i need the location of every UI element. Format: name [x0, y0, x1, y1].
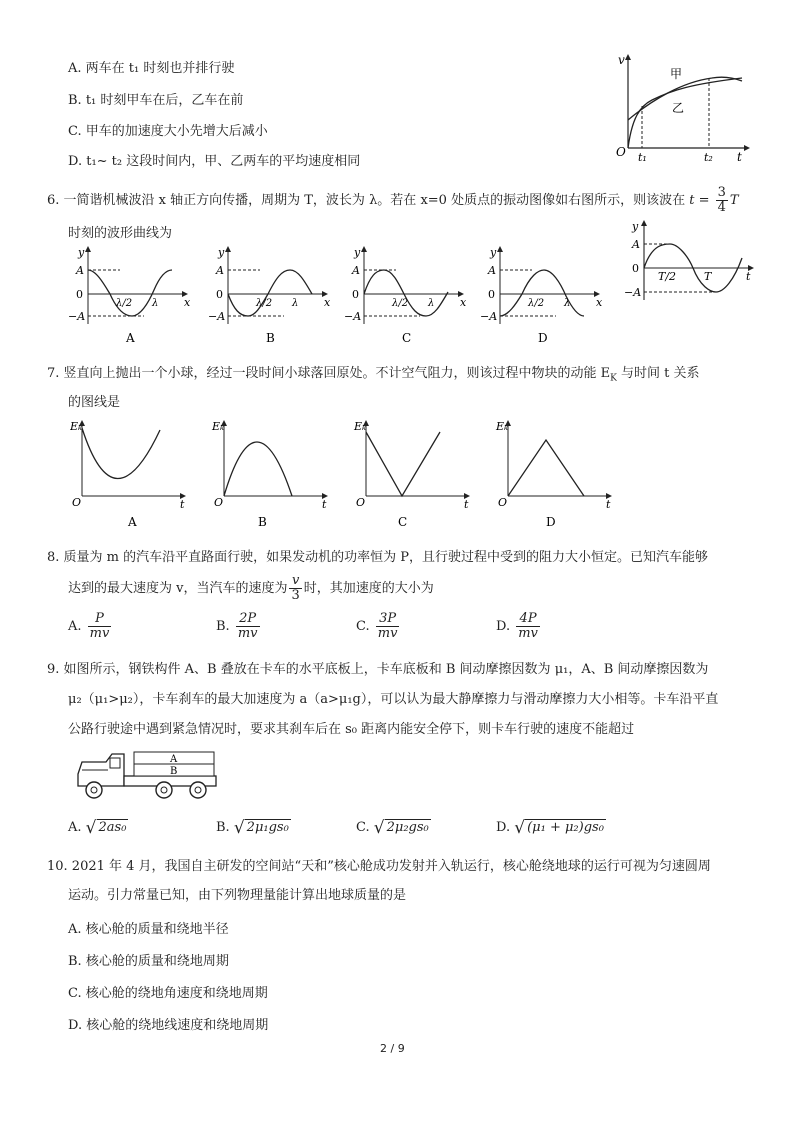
svg-text:t: t	[606, 498, 611, 511]
q5-vt-graph	[612, 48, 752, 166]
q7-graph-b	[211, 420, 328, 529]
q10-option-b: B. 核心舱的质量和绕地周期	[68, 954, 229, 969]
q9-truck-figure	[72, 740, 222, 804]
vib-Thalf-label: T/2	[658, 270, 677, 283]
q7-line1: 7. 竖直向上抛出一个小球，经过一段时间小球落回原处。不计空气阻力，则该过程中物块的动能 $E_K$ 与时间 t 关系	[47, 366, 700, 384]
caption: D	[538, 331, 548, 345]
q8-option-c: C. $\frac{3P}{mv}$	[356, 611, 398, 641]
q9-option-c: C. √ 2μ₂gs₀	[356, 818, 429, 838]
svg-text:O: O	[498, 496, 508, 509]
lambda-label: λ	[428, 298, 435, 309]
vib-t-label: t	[746, 270, 751, 283]
neg-amp-label: −A	[480, 310, 498, 323]
lambda-label: λ	[292, 298, 299, 309]
q5-graph-yi: 乙	[672, 101, 685, 115]
y-axis-arrow	[85, 246, 91, 252]
svg-text:t: t	[322, 498, 327, 511]
q7-cap-c: C	[398, 515, 408, 529]
y-axis-arrow	[361, 246, 367, 252]
q5-graph-jia: 甲	[670, 67, 683, 81]
vib-A-label: A	[632, 238, 640, 251]
neg-amp-label: −A	[344, 310, 362, 323]
wave-curve	[364, 270, 448, 316]
q6-line2: 时刻的波形曲线为	[68, 226, 173, 241]
q7-line2: 的图线是	[68, 395, 121, 410]
q7-graph-a	[70, 420, 186, 529]
zero-label: 0	[488, 288, 495, 301]
vib-negA-label: −A	[624, 286, 642, 299]
svg-text:O: O	[214, 496, 224, 509]
amp-label: A	[488, 264, 496, 277]
half-lambda-label: λ/2	[392, 298, 409, 309]
q6-wave-graph-b	[208, 246, 331, 345]
y-label: y	[218, 246, 225, 259]
vib-T-label: T	[704, 270, 712, 283]
caption: C	[402, 331, 412, 345]
svg-text:t: t	[464, 498, 469, 511]
q10-option-c: C. 核心舱的绕地角速度和绕地周期	[68, 986, 268, 1001]
x-label: x	[184, 296, 191, 309]
q10-line2: 运动。引力常量已知，由下列物理量能计算出地球质量的是	[68, 888, 407, 903]
q9-line1: 9. 如图所示，钢铁构件 A、B 叠放在卡车的水平底板上，卡车底板和 B 间动摩擦因数为 μ₁，A、B 间动摩擦因数为	[47, 662, 709, 677]
x-label: x	[460, 296, 467, 309]
svg-text:Eₖ: Eₖ	[212, 420, 225, 433]
y-label: y	[490, 246, 497, 259]
q6-wave-graph-d	[480, 246, 603, 345]
amp-label: A	[76, 264, 84, 277]
wave-curve	[228, 270, 312, 316]
neg-amp-label: −A	[68, 310, 86, 323]
q8-option-a: A. $\frac{P}{mv}$	[68, 611, 110, 641]
q5-graph-origin: O	[616, 145, 626, 159]
x-label: x	[596, 296, 603, 309]
q6-stem: 6. 一简谐机械波沿 x 轴正方向传播，周期为 T，波长为 λ。若在 x=0 处质点的振动图像如右图所示，则该波在	[47, 193, 686, 208]
q5-option-b: B. t₁ 时刻甲车在后，乙车在前	[68, 93, 244, 108]
amp-label: A	[216, 264, 224, 277]
svg-text:O: O	[72, 496, 82, 509]
y-axis-arrow	[225, 246, 231, 252]
lambda-label: λ	[564, 298, 571, 309]
q7-cap-b: B	[258, 515, 267, 529]
half-lambda-label: λ/2	[116, 298, 133, 309]
q5-option-d: D. t₁~ t₂ 这段时间内，甲、乙两车的平均速度相同	[68, 154, 361, 169]
q5-graph-t2: t₂	[704, 151, 713, 164]
caption: B	[266, 331, 275, 345]
q6-wave-graph-a	[68, 246, 191, 345]
q6-wave-options	[60, 244, 620, 348]
half-lambda-label: λ/2	[256, 298, 273, 309]
x-label: x	[324, 296, 331, 309]
q5-graph-v-label: v	[618, 53, 625, 67]
zero-label: 0	[76, 288, 83, 301]
q8-line1: 8. 质量为 m 的汽车沿平直路面行驶，如果发动机的功率恒为 P，且行驶过程中受到的阻力大小恒定。已知汽车能够	[47, 550, 709, 565]
lambda-label: λ	[152, 298, 159, 309]
q6-line1	[47, 186, 739, 215]
q6-wave-graph-c	[344, 246, 467, 345]
q10-line1: 10. 2021 年 4 月，我国自主研发的空间站“天和”核心舱成功发射并入轨运行，核心舱绕地球的运行可视为匀速圆周	[47, 859, 711, 874]
q5-option-c: C. 甲车的加速度大小先增大后减小	[68, 124, 268, 139]
block-b-label: B	[170, 766, 178, 777]
y-label: y	[78, 246, 85, 259]
vib-y-label: y	[632, 220, 639, 233]
amp-label: A	[352, 264, 360, 277]
q9-line3: 公路行驶途中遇到紧急情况时，要求其刹车后在 s₀ 距离内能安全停下，则卡车行驶的速度不能超过	[68, 722, 635, 737]
svg-text:O: O	[356, 496, 366, 509]
svg-text:t: t	[180, 498, 185, 511]
q9-option-a: A. √ 2as₀	[68, 818, 127, 838]
q8-option-b: B. $\frac{2P}{mv}$	[216, 611, 258, 641]
svg-text:Eₖ: Eₖ	[70, 420, 83, 433]
svg-text:Eₖ: Eₖ	[354, 420, 367, 433]
svg-text:Eₖ: Eₖ	[496, 420, 509, 433]
half-lambda-label: λ/2	[528, 298, 545, 309]
q6-fraction: $\frac{3}{4}$	[717, 185, 726, 215]
q6-T-var: T	[729, 193, 739, 208]
zero-label: 0	[352, 288, 359, 301]
q5-graph-t1: t₁	[638, 151, 647, 164]
q6-t-var: t =	[689, 193, 710, 208]
q10-option-a: A. 核心舱的质量和绕地半径	[68, 922, 229, 937]
q8-option-d: D. $\frac{4P}{mv}$	[496, 611, 538, 641]
q7-graph-c	[353, 420, 470, 529]
y-label: y	[354, 246, 361, 259]
q7-cap-a: A	[128, 515, 137, 529]
q5-option-a: A. 两车在 t₁ 时刻也并排行驶	[68, 61, 235, 76]
wave-curve	[88, 270, 172, 316]
y-axis-arrow	[497, 246, 503, 252]
q9-line2: μ₂（μ₁>μ₂），卡车刹车的最大加速度为 a（a>μ₁g），可以认为最大静摩擦力与滑动摩擦力大小相等。卡车沿平直	[68, 692, 719, 707]
q9-option-b: B. √ 2μ₁gs₀	[216, 818, 289, 838]
q8-line2: 达到的最大速度为 v，当汽车的速度为 $\frac{v}{3}$ 时，其加速度的大小为	[68, 573, 434, 603]
neg-amp-label: −A	[208, 310, 226, 323]
block-a-label: A	[170, 754, 178, 765]
vib-zero-label: 0	[632, 262, 639, 275]
q7-ek-graphs	[70, 418, 630, 534]
wave-curve	[500, 270, 584, 316]
zero-label: 0	[216, 288, 223, 301]
q7-graph-d	[495, 420, 612, 529]
q7-cap-d: D	[546, 515, 556, 529]
caption: A	[126, 331, 135, 345]
q5-graph-t: t	[737, 150, 742, 164]
q9-option-d: D. √ (μ₁ + μ₂)gs₀	[496, 818, 604, 838]
q6-vibration-graph	[618, 218, 758, 308]
q10-option-d: D. 核心舱的绕地线速度和绕地周期	[68, 1018, 269, 1033]
page-number: 2 / 9	[380, 1042, 405, 1055]
